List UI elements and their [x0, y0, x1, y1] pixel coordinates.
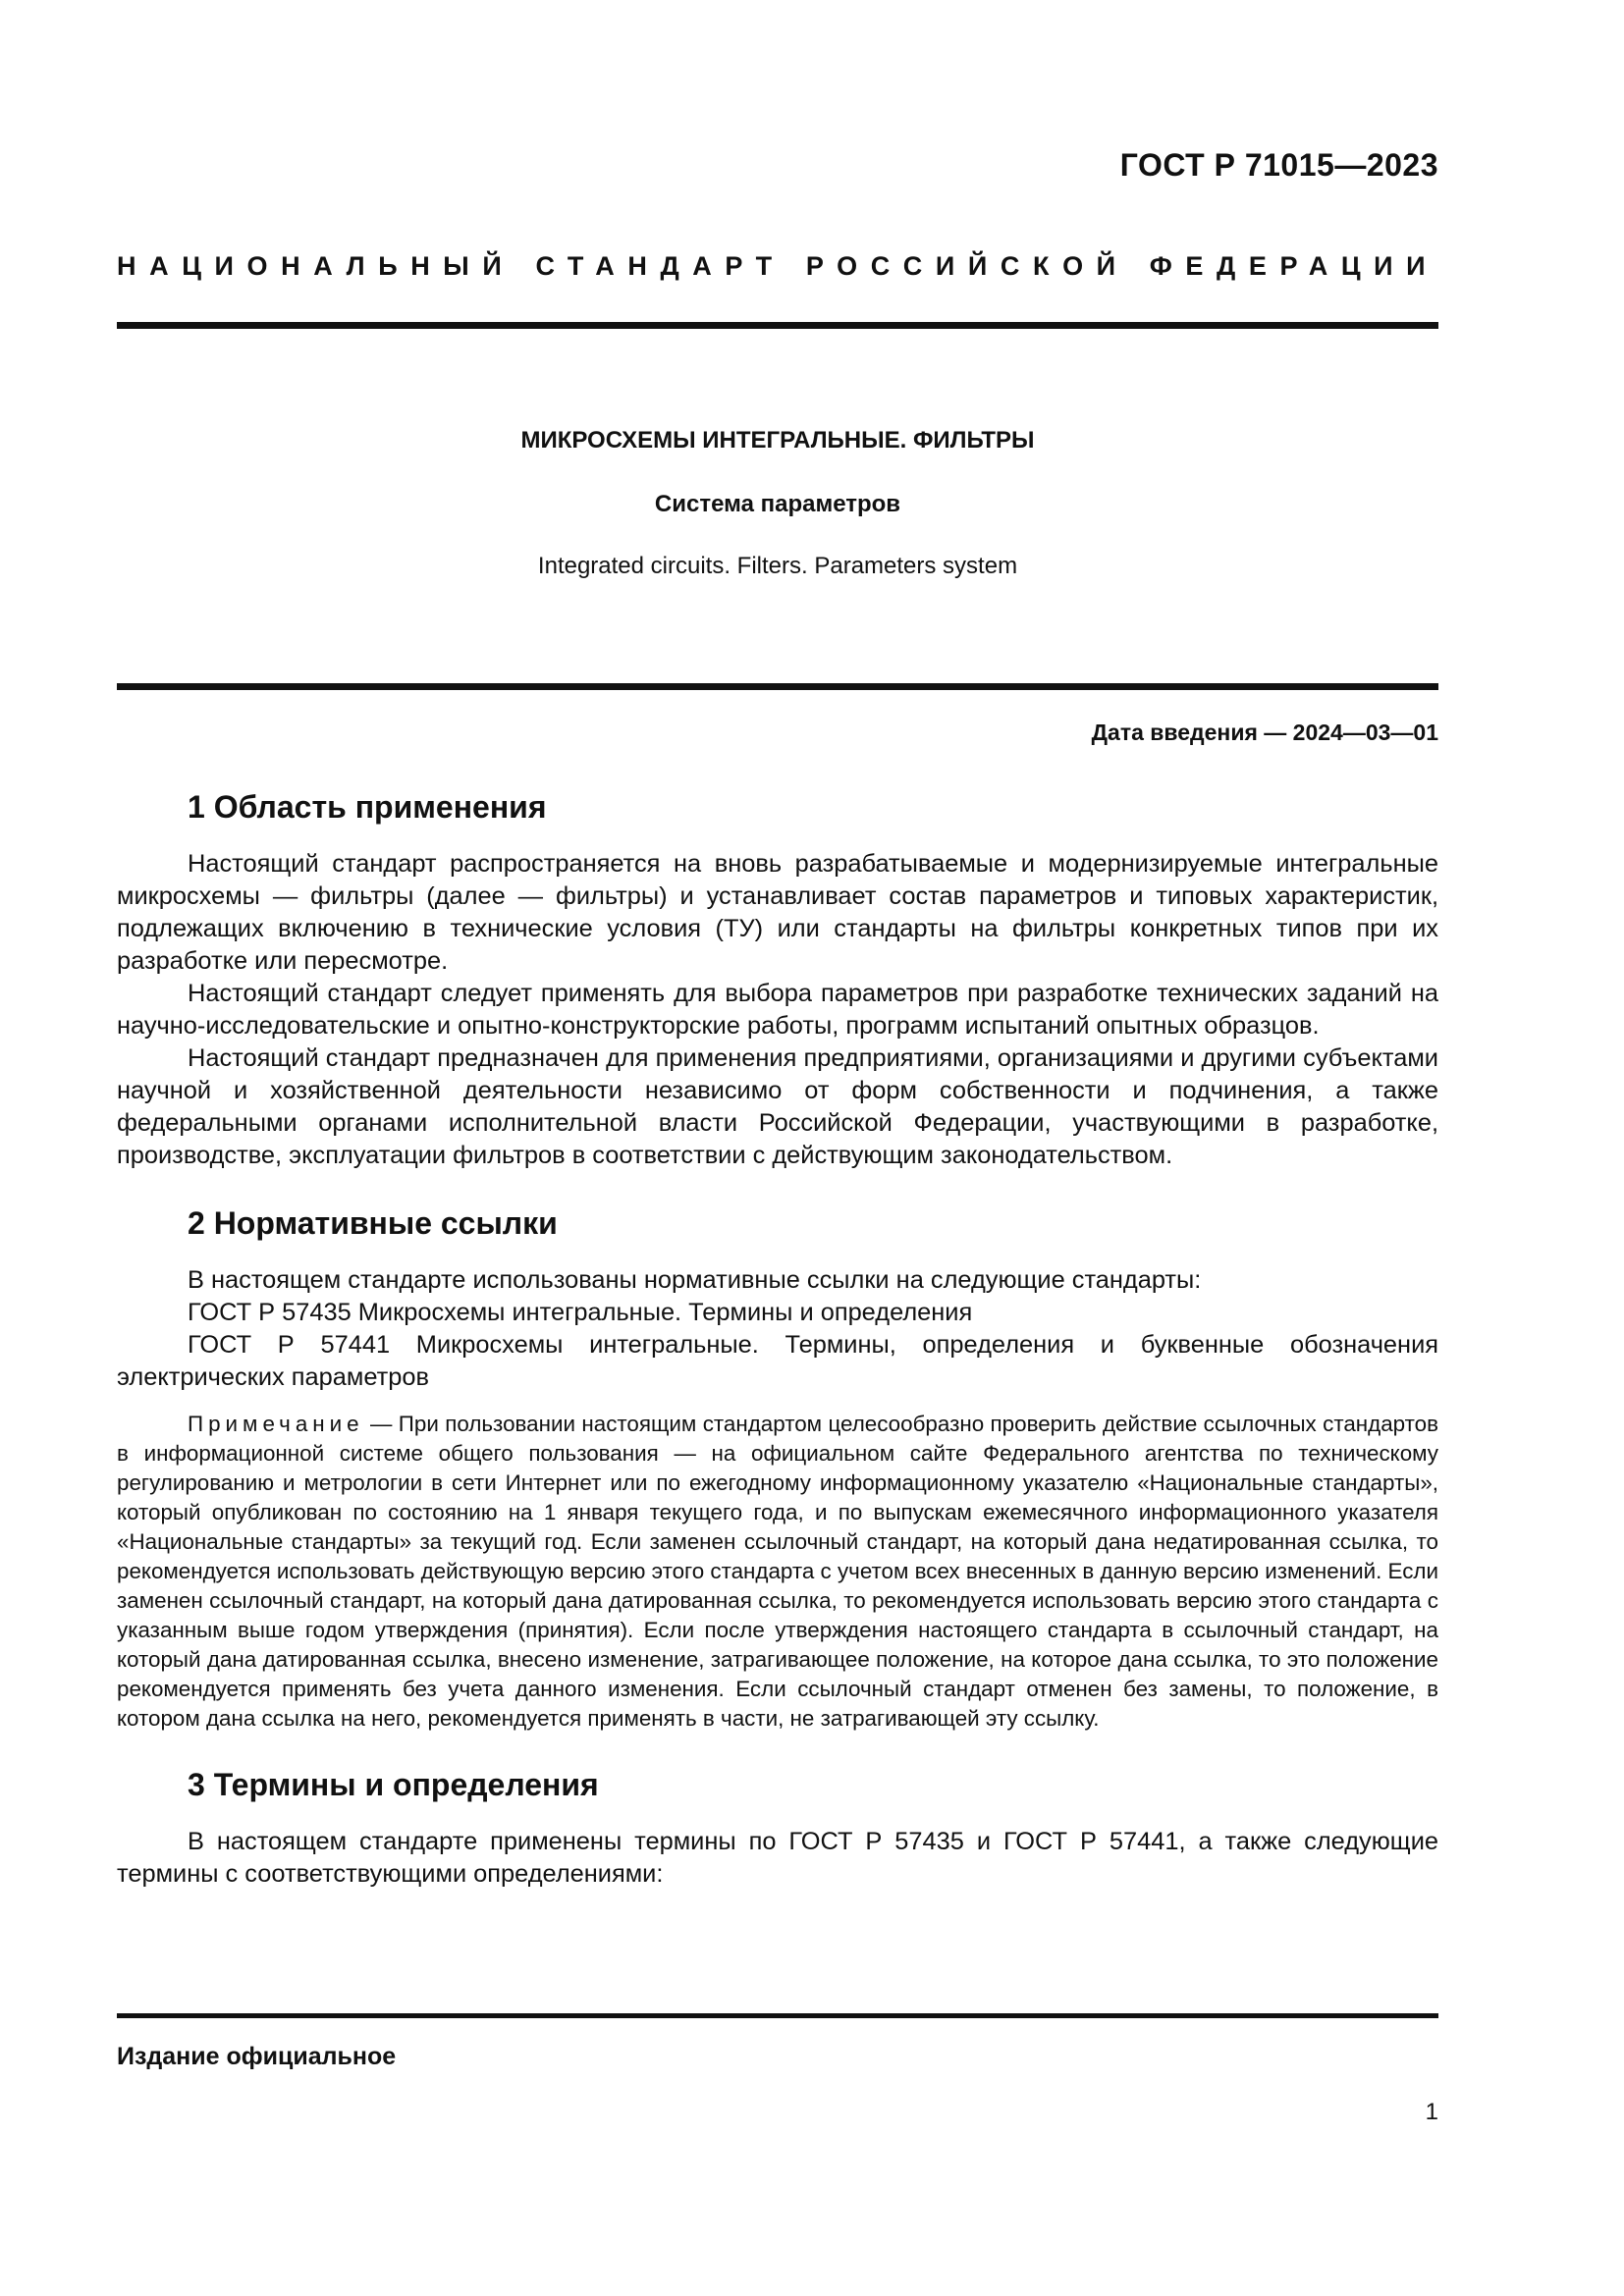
- paragraph: В настоящем стандарте применены термины по ГОСТ Р 57435 и ГОСТ Р 57441, а также следующие термины с соответствующими определениями:: [117, 1828, 1438, 1888]
- section-scope: [117, 785, 1438, 1172]
- section-terms-definitions: [117, 1763, 1438, 1891]
- header-divider: [117, 322, 1438, 329]
- page-number: 1: [1425, 2099, 1438, 2125]
- note-label: Примечание: [188, 1412, 364, 1436]
- section-heading: 2 Нормативные ссылки: [188, 1205, 558, 1241]
- title-divider: [117, 683, 1438, 690]
- document-subtitle: Система параметров: [654, 491, 901, 517]
- document-page: [117, 0, 1438, 2296]
- paragraph: Настоящий стандарт следует применять для выбора параметров при разработке технических заданий на научно-исследовательские и опытно-конструкторские работы, программ испытаний опытных образцов.: [117, 980, 1438, 1040]
- edition-label: Издание официальное: [117, 2043, 397, 2070]
- section-heading: 1 Область применения: [188, 789, 547, 825]
- reference-item: ГОСТ Р 57435 Микросхемы интегральные. Термины и определения: [188, 1299, 973, 1326]
- introduction-date: Дата введения — 2024—03—01: [1091, 720, 1438, 745]
- paragraph: Настоящий стандарт распространяется на вновь разрабатываемые и модернизируемые интегральные микросхемы — фильтры (далее — фильтры) и устанавливает состав параметров и типовых характеристик, подлежащих включению в технические условия (ТУ) или стандарты на фильтры конкретных типов при их разработке или пересмотре.: [117, 850, 1438, 975]
- section-heading: 3 Термины и определения: [188, 1767, 599, 1802]
- document-body: [117, 785, 1438, 1920]
- reference-item: ГОСТ Р 57441 Микросхемы интегральные. Термины, определения и буквенные обозначения электрических параметров: [117, 1331, 1438, 1391]
- section-normative-references: [117, 1201, 1438, 1734]
- national-standard-banner: НАЦИОНАЛЬНЫЙ СТАНДАРТ РОССИЙСКОЙ ФЕДЕРАЦИИ: [117, 251, 1439, 281]
- document-title: МИКРОСХЕМЫ ИНТЕГРАЛЬНЫЕ. ФИЛЬТРЫ: [520, 427, 1035, 454]
- document-english-title: Integrated circuits. Filters. Parameters system: [537, 553, 1018, 579]
- note-text: — При пользовании настоящим стандартом целесообразно проверить действие ссылочных стандартов в информационной системе общего пользования — на официальном сайте Федерального агентства по техническому регулированию и метрологии в сети Интернет или по ежегодному информационному указателю «Национальные стандарты», который опубликован по состоянию на 1 января текущего года, и по выпускам ежемесячного информационного указателя «Национальные стандарты» за текущий год. Если заменен ссылочный стандарт, на который дана недатированная ссылка, то рекомендуется использовать действующую версию этого стандарта с учетом всех внесенных в данную версию изменений. Если заменен ссылочный стандарт, на который дана датированная ссылка, то рекомендуется использовать версию этого стандарта с указанным выше годом утверждения (принятия). Если после утверждения настоящего стандарта в ссылочный стандарт, на который дана датированная ссылка, внесено изменение, затрагивающее положение, на которое дана ссылка, то это положение рекомендуется применять без учета данного изменения. Если ссылочный стандарт отменен без замены, то положение, в котором дана ссылка на него, рекомендуется применять в части, не затрагивающей эту ссылку.: [117, 1412, 1438, 1731]
- standard-code: ГОСТ Р 71015—2023: [1119, 147, 1438, 183]
- paragraph: В настоящем стандарте использованы нормативные ссылки на следующие стандарты:: [188, 1266, 1202, 1294]
- footer-divider: [117, 2013, 1438, 2018]
- note: [117, 1410, 1438, 1734]
- paragraph: Настоящий стандарт предназначен для применения предприятиями, организациями и другими субъектами научной и хозяйственной деятельности независимо от форм собственности и подчинения, а также федеральными органами исполнительной власти Российской Федерации, участвующими в разработке, производстве, эксплуатации фильтров в соответствии с действующим законодательством.: [117, 1044, 1438, 1169]
